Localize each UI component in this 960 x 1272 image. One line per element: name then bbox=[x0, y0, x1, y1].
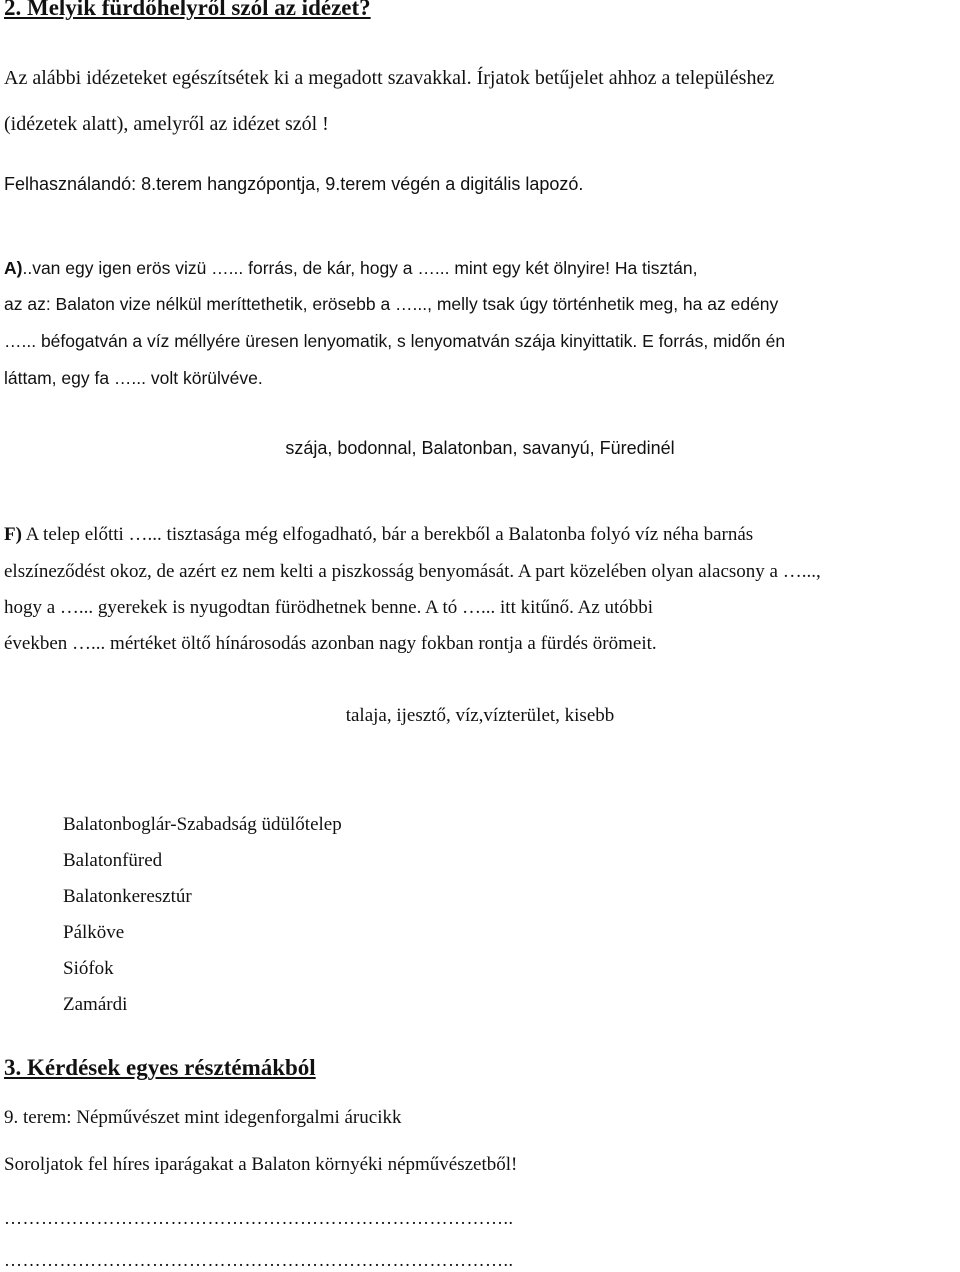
place-item: Balatonboglár-Szabadság üdülőtelep bbox=[63, 814, 342, 835]
room-line: 9. terem: Népművészet mint idegenforgalmi árucikk bbox=[4, 1107, 402, 1128]
section-2-heading: 2. Melyik fürdőhelyről szól az idézet? bbox=[4, 0, 371, 20]
answer-line-2[interactable]: ……………………………………………………………………….. bbox=[4, 1250, 514, 1270]
quote-f-line-3: hogy a …... gyerekek is nyugodtan fürödhetnek benne. A tó …... itt kitűnő. Az utóbbi bbox=[4, 597, 654, 618]
task-line: Soroljatok fel híres iparágakat a Balaton környéki népművészetből! bbox=[4, 1154, 518, 1175]
place-item: Zamárdi bbox=[63, 994, 128, 1015]
place-item: Balatonkeresztúr bbox=[63, 886, 192, 907]
quote-a-line-3: …... béfogatván a víz méllyére üresen lenyomatik, s lenyomatván szája kinyittatik. E forrás, midőn én bbox=[4, 331, 786, 351]
quote-a-line-1 bbox=[4, 258, 698, 279]
instruction-line-2: (idézetek alatt), amelyről az idézet szól ! bbox=[4, 113, 329, 135]
quote-a-letter: A) bbox=[4, 258, 23, 278]
place-item: Balatonfüred bbox=[63, 850, 163, 871]
place-item: Pálköve bbox=[63, 922, 125, 943]
quote-f-line-2: elszíneződést okoz, de azért ez nem kelti a piszkosság benyomását. A part közelében olyan alacsony a …..., bbox=[4, 561, 821, 582]
quote-a-line-2: az az: Balaton vize nélkül meríttethetik, erösebb a …..., melly tsak úgy történhetik meg, ha az edény bbox=[4, 294, 779, 314]
quote-a-line-1-text: ..van egy igen erös vizü …... forrás, de kár, hogy a …... mint egy két ölnyire! Ha tisztán, bbox=[22, 258, 698, 278]
quote-f-word-bank: talaja, ijesztő, víz,vízterület, kisebb bbox=[345, 705, 615, 726]
answer-line-1[interactable]: ……………………………………………………………………….. bbox=[4, 1208, 514, 1228]
section-3-heading: 3. Kérdések egyes résztémákból bbox=[4, 1055, 316, 1080]
quote-f-line-4: években …... mértéket öltő hínárosodás azonban nagy fokban rontja a fürdés örömeit. bbox=[4, 633, 657, 654]
quote-f-letter: F) bbox=[4, 524, 22, 545]
resources-line: Felhasználandó: 8.terem hangzópontja, 9.terem végén a digitális lapozó. bbox=[4, 174, 584, 194]
quote-a-line-4: láttam, egy fa …... volt körülvéve. bbox=[4, 368, 263, 388]
quote-f-line-1 bbox=[4, 524, 753, 547]
quote-f-line-1-text: A telep előtti …... tisztasága még elfogadható, bár a berekből a Balatonba folyó víz néha barnás bbox=[21, 524, 754, 545]
instruction-line-1: Az alábbi idézeteket egészítsétek ki a megadott szavakkal. Írjatok betűjelet ahhoz a településhez bbox=[4, 67, 775, 89]
place-item: Siófok bbox=[63, 958, 114, 979]
quote-a-word-bank: szája, bodonnal, Balatonban, savanyú, Füredinél bbox=[285, 438, 675, 458]
